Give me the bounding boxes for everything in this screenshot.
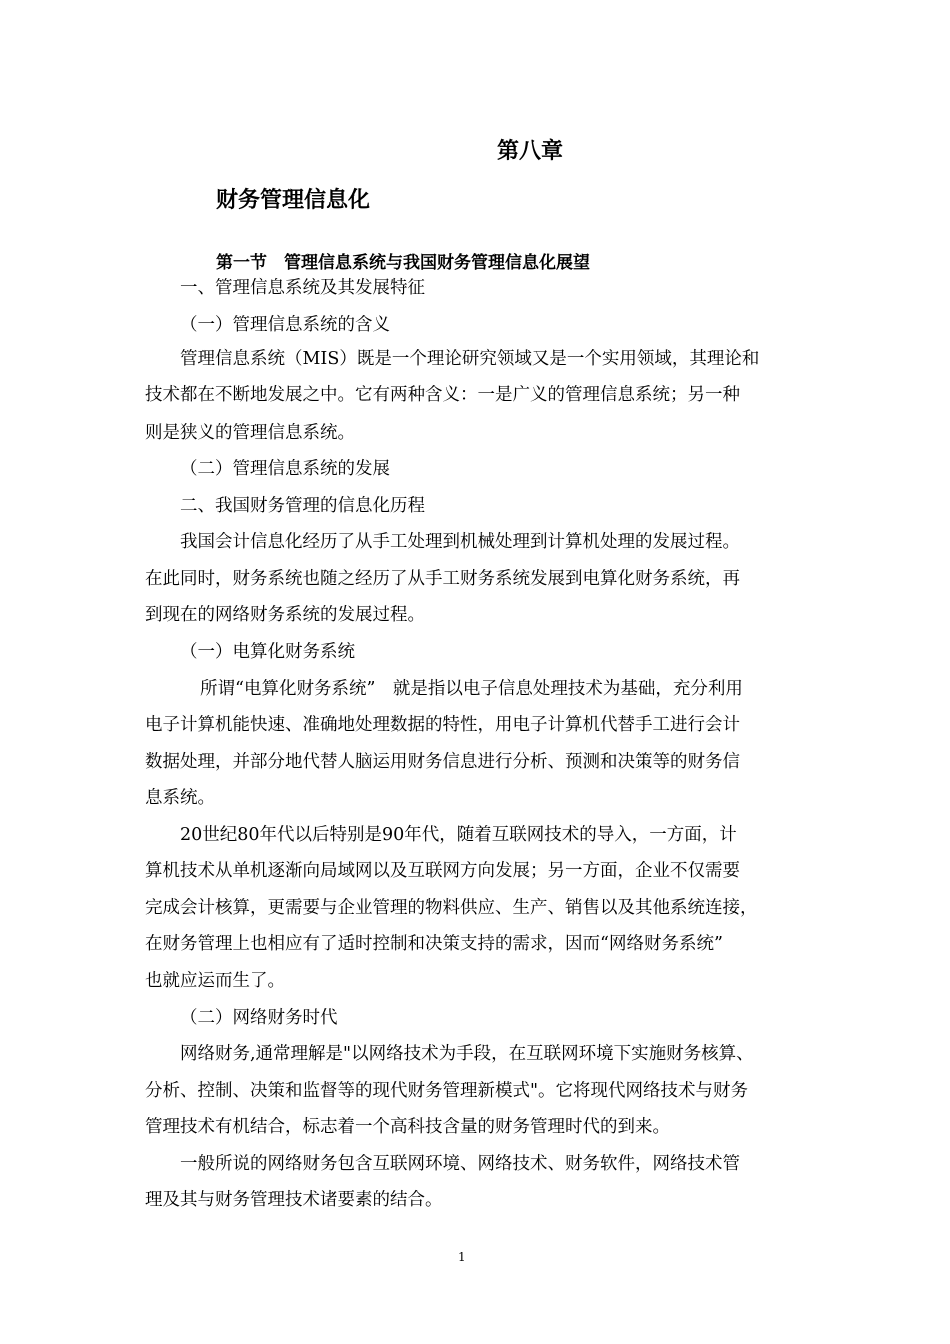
paragraph-line: 在此同时，财务系统也随之经历了从手工财务系统发展到电算化财务系统，再 <box>145 569 740 589</box>
paragraph-line: 20世纪80年代以后特别是90年代，随着互联网技术的导入，一方面，计 <box>180 825 737 845</box>
paragraph-line: 息系统。 <box>145 788 215 808</box>
paragraph-line: 到现在的网络财务系统的发展过程。 <box>145 605 425 625</box>
section-heading: 第一节 管理信息系统与我国财务管理信息化展望 <box>216 253 590 273</box>
subheading-1-1: （一）管理信息系统的含义 <box>180 315 390 335</box>
subheading-2-1: （一）电算化财务系统 <box>180 642 355 662</box>
paragraph-line: 也就应运而生了。 <box>145 971 285 991</box>
page-number: 1 <box>458 1250 466 1264</box>
heading-2: 二、我国财务管理的信息化历程 <box>180 496 425 516</box>
paragraph-line: 电子计算机能快速、准确地处理数据的特性，用电子计算机代替手工进行会计 <box>145 715 740 735</box>
paragraph-line: 管理技术有机结合，标志着一个高科技含量的财务管理时代的到来。 <box>145 1117 670 1137</box>
paragraph-line: 理及其与财务管理技术诸要素的结合。 <box>145 1190 443 1210</box>
heading-1: 一、管理信息系统及其发展特征 <box>180 278 425 298</box>
paragraph-line: 网络财务,通常理解是"以网络技术为手段，在互联网环境下实施财务核算、 <box>180 1044 754 1064</box>
paragraph-line: 完成会计核算，更需要与企业管理的物料供应、生产、销售以及其他系统连接， <box>145 898 758 918</box>
paragraph-line: 所谓“电算化财务系统” 就是指以电子信息处理技术为基础，充分利用 <box>200 679 743 699</box>
paragraph-line: 管理信息系统（MIS）既是一个理论研究领域又是一个实用领域，其理论和 <box>180 349 760 369</box>
paragraph-line: 算机技术从单机逐渐向局域网以及互联网方向发展；另一方面，企业不仅需要 <box>145 861 740 881</box>
chapter-number: 第八章 <box>497 139 564 164</box>
paragraph-line: 分析、控制、决策和监督等的现代财务管理新模式"。它将现代网络技术与财务 <box>145 1081 749 1101</box>
paragraph-line: 在财务管理上也相应有了适时控制和决策支持的需求，因而“网络财务系统” <box>145 934 723 954</box>
subheading-2-2: （二）网络财务时代 <box>180 1008 338 1028</box>
paragraph-line: 技术都在不断地发展之中。它有两种含义：一是广义的管理信息系统；另一种 <box>145 385 740 405</box>
paragraph-line: 我国会计信息化经历了从手工处理到机械处理到计算机处理的发展过程。 <box>180 532 740 552</box>
paragraph-line: 则是狭义的管理信息系统。 <box>145 423 355 443</box>
paragraph-line: 一般所说的网络财务包含互联网环境、网络技术、财务软件，网络技术管 <box>180 1154 740 1174</box>
subheading-1-2: （二）管理信息系统的发展 <box>180 459 390 479</box>
chapter-title: 财务管理信息化 <box>216 188 371 213</box>
paragraph-line: 数据处理，并部分地代替人脑运用财务信息进行分析、预测和决策等的财务信 <box>145 752 740 772</box>
